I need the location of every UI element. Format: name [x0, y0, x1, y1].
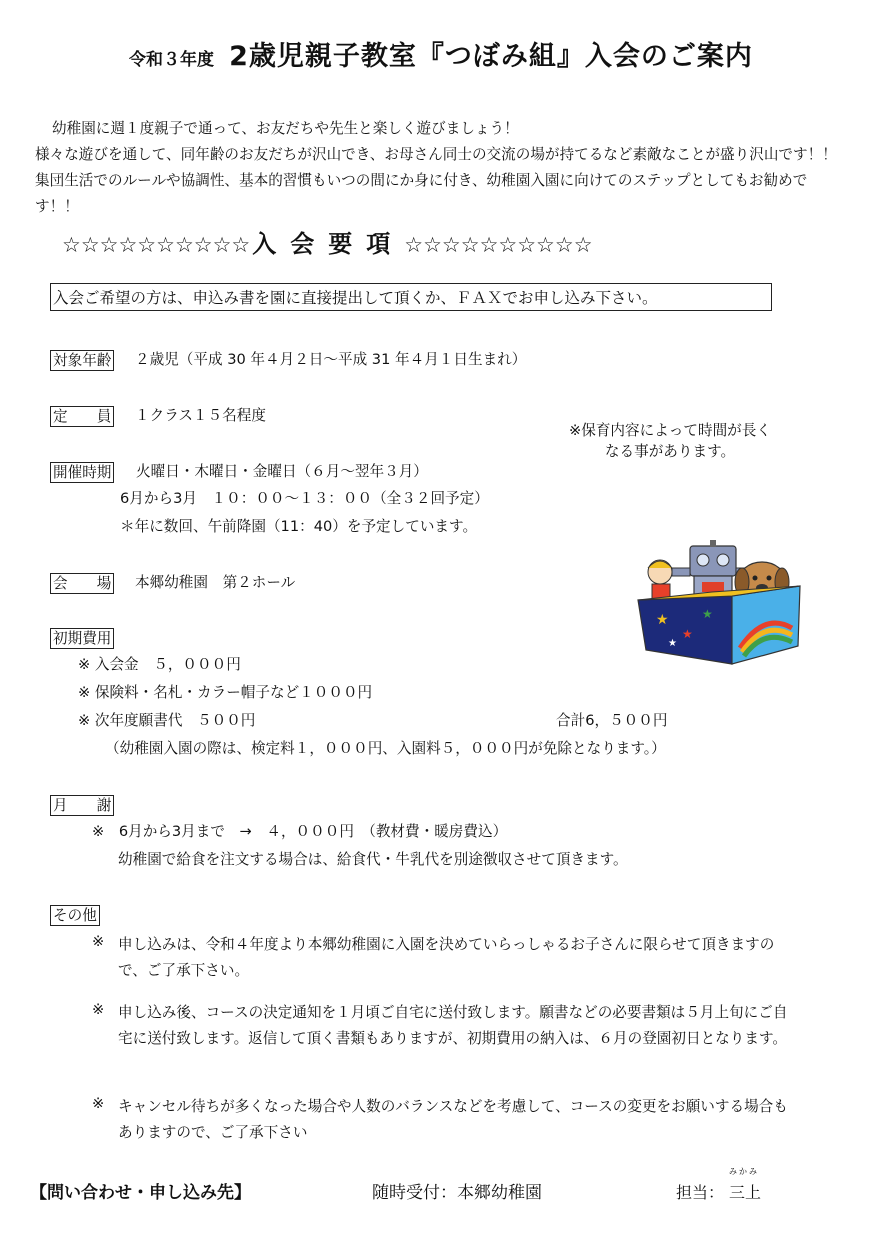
footer-person-furigana: みかみ	[729, 1167, 759, 1176]
svg-text:★: ★	[656, 612, 669, 628]
doll-icon	[648, 560, 672, 602]
schedule-early: ＊年に数回、午前降園（11：40）を予定しています。	[120, 518, 478, 535]
schedule-label: 開催時期	[50, 462, 114, 483]
other-item-3: キャンセル待ちが多くなった場合や人数のバランスなどを考慮して、コースの変更をお願いする場合もありますので、ご了承下さい	[118, 1098, 788, 1141]
svg-text:★: ★	[682, 627, 693, 641]
schedule-hours: 6月から3月 １０：００～１３：００（全３２回予定）	[120, 490, 489, 507]
fee-item-entry: ※ 入会金 ５，０００円	[78, 656, 241, 673]
title-main: 2歳児親子教室『つぼみ組』入会のご案内	[229, 41, 753, 72]
venue-value: 本郷幼稚園 第２ホール	[135, 574, 296, 591]
schedule-days: 火曜日・木曜日・金曜日（６月～翌年３月）	[136, 463, 428, 480]
intro-line1: 幼稚園に週１度親子で通って、お友だちや先生と楽しく遊びましょう！	[52, 120, 519, 137]
fee-exemption: （幼稚園入園の際は、検定料１，０００円、入園料５，０００円が免除となります。）	[105, 740, 666, 757]
monthly-fee: ※ 6月から3月まで → ４，０００円 （教材費・暖房費込）	[92, 823, 508, 840]
page-title	[0, 34, 882, 73]
footer-reception: 随時受付：本郷幼稚園	[372, 1183, 542, 1203]
intro-body: 様々な遊びを通して、同年齢のお友だちが沢山でき、お母さん同士の交流の場が持てるなど素敵なことが盛り沢山です！！集団生活でのルールや協調性、基本的習慣もいつの間にか身に付き、幼稚園入園に向けてのステップとしてもお勧めです！！	[35, 146, 837, 215]
svg-text:★: ★	[702, 607, 713, 621]
other-bullet: ※	[92, 1095, 105, 1112]
monthly-label: 月 謝	[50, 795, 114, 816]
venue-label: 会 場	[50, 573, 114, 594]
title-year: 令和３年度	[129, 50, 215, 70]
apply-notice-box: 入会ご希望の方は、申込み書を園に直接提出して頂くか、ＦＡＸでお申し込み下さい。	[50, 283, 772, 311]
footer-person-label: 担当：	[676, 1183, 725, 1202]
fee-total: 合計6，５００円	[556, 712, 668, 729]
capacity-label: 定 員	[50, 406, 114, 427]
other-bullet: ※	[92, 1001, 105, 1018]
footer-contact: 【問い合わせ・申し込み先】	[30, 1183, 251, 1203]
intro-text	[35, 116, 840, 220]
capacity-value: １クラス１５名程度	[135, 407, 266, 424]
stars-right: ☆☆☆☆☆☆☆☆☆☆	[404, 233, 593, 257]
section-heading: 入会要項	[252, 230, 405, 258]
monthly-lunch: 幼稚園で給食を注文する場合は、給食代・牛乳代を別途徴収させて頂きます。	[118, 851, 628, 868]
time-note: ※保育内容によって時間が長くなる事があります。	[569, 422, 771, 460]
fee-item-application: ※ 次年度願書代 ５００円	[78, 712, 256, 729]
box-icon	[638, 586, 800, 664]
other-item-2: 申し込み後、コースの決定通知を１月頃ご自宅に送付致します。願書などの必要書類は５月上旬にご自宅に送付致します。返信して頂く書類もありますが、初期費用の納入は、６月の登園初日となります。	[118, 1004, 788, 1047]
target-label: 対象年齢	[50, 350, 114, 371]
stars-left: ☆☆☆☆☆☆☆☆☆☆	[62, 233, 251, 257]
other-bullet: ※	[92, 933, 105, 950]
footer-person-name: 三上	[729, 1183, 762, 1202]
section-heading-row	[62, 224, 593, 259]
other-item-1: 申し込みは、令和４年度より本郷幼稚園に入園を決めていらっしゃるお子さんに限らせて頂きますので、ご了承下さい。	[118, 936, 775, 979]
other-label: その他	[50, 905, 100, 926]
toy-box-illustration	[632, 538, 804, 668]
svg-text:★: ★	[668, 638, 677, 649]
initial-fee-label: 初期費用	[50, 628, 114, 649]
fee-item-insurance: ※ 保険料・名札・カラー帽子など１０００円	[78, 684, 373, 701]
target-value: ２歳児（平成 30 年４月２日～平成 31 年４月１日生まれ）	[135, 351, 527, 368]
